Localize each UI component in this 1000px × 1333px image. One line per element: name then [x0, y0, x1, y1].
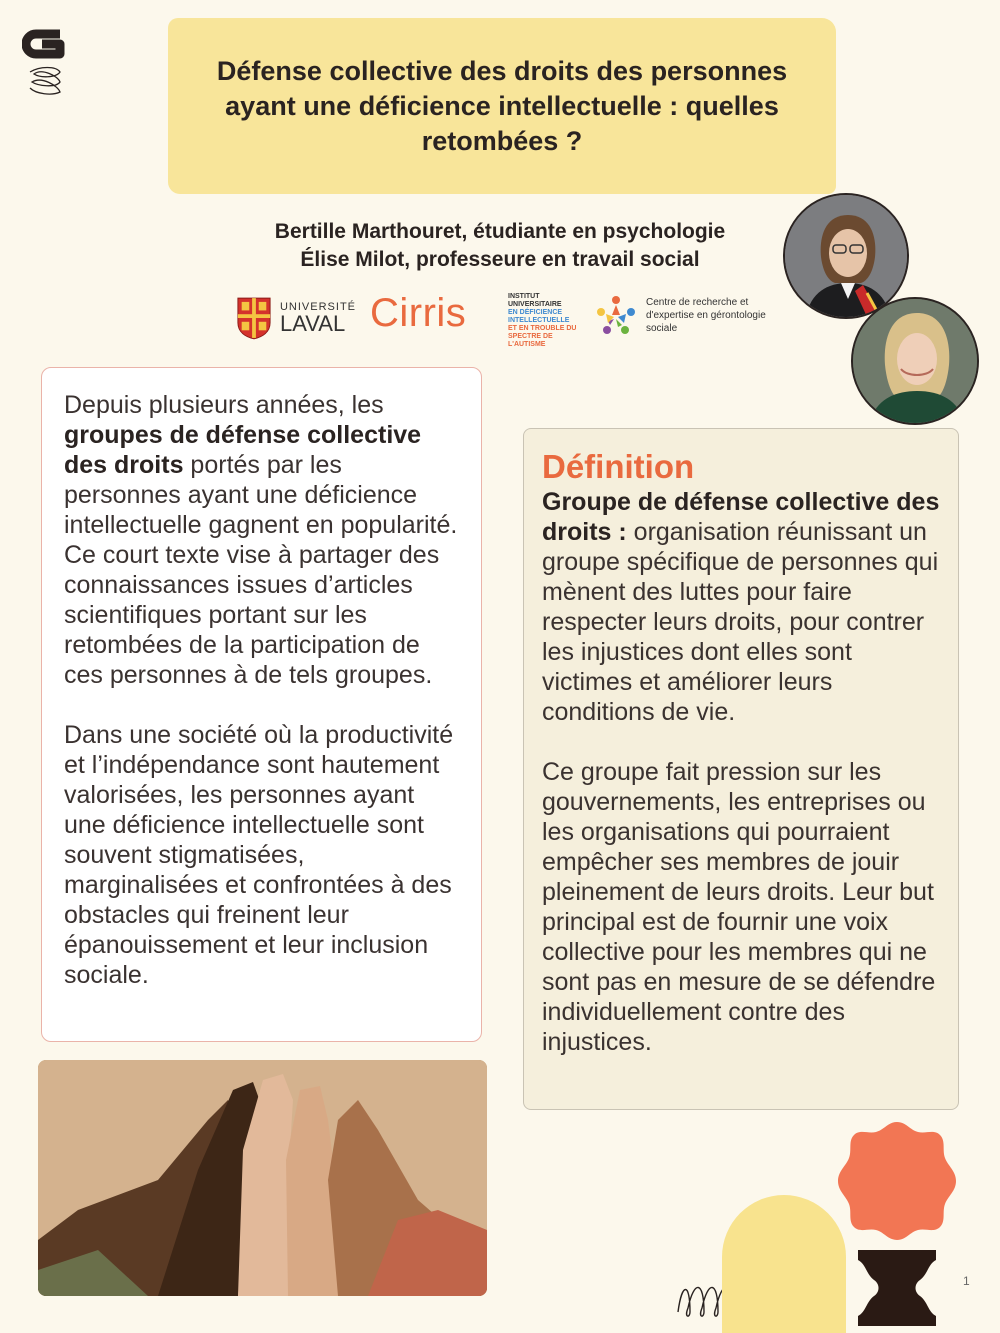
institut-line-3: ET EN TROUBLE DU SPECTRE DE L'AUTISME: [508, 325, 577, 348]
definition-term: Groupe de défense collective des droits :: [542, 488, 940, 546]
creges-logo: [594, 293, 796, 337]
definition-title: Définition: [542, 448, 695, 485]
creges-name: Centre de recherche et d'expertise en gérontologie sociale: [646, 296, 766, 334]
spool-decoration: [858, 1250, 936, 1326]
intro-p1-emphasis: groupes de défense collective des droits: [64, 421, 422, 479]
author-1: Bertille Marthouret, étudiante en psychologie: [274, 220, 726, 243]
people-circle-icon: [594, 293, 638, 337]
intro-p1-rest: portés par les personnes ayant une déficience intellectuelle gagnent en popularité. Ce court texte vise à partager des connaissances issues d’articles scientifiques portant sur les retombées de la participation de ces personnes à de tels groupes.: [64, 451, 458, 689]
institut-line-1: INSTITUT UNIVERSITAIRE: [508, 293, 562, 308]
laval-logo-top: UNIVERSITÉ: [279, 300, 356, 313]
arch-decoration: [722, 1195, 846, 1333]
definition-term-text: organisation réunissant un groupe spécifique de personnes qui mènent des luttes pour faire respecter leurs droits, pour contrer les injustices dont elles sont victimes et améliorer leurs conditions de vie.: [542, 518, 939, 726]
cirris-logo: Cirris: [370, 291, 467, 335]
universite-laval-logo: [236, 295, 356, 341]
author-1-photo: [783, 193, 909, 319]
intro-p1-lead: Depuis plusieurs années, les: [64, 391, 384, 419]
page-number: 1: [963, 1274, 970, 1288]
laval-logo-bottom: LAVAL: [279, 310, 346, 336]
definition-paragraph-1: [542, 487, 940, 727]
page-title: Défense collective des droits des personnes ayant une déficience intellectuelle : quelles retombées ?: [216, 55, 788, 156]
intro-card: [41, 367, 482, 1042]
definition-paragraph-2: Ce groupe fait pression sur les gouvernements, les entreprises ou les organisations qui pourraient empêcher ses membres de jouir pleinement de leurs droits. Leur but principal est de fournir une voix collective pour les membres qui ne sont pas en mesure de se défendre individuellement contre des injustices.: [542, 758, 936, 1056]
definition-card: [523, 428, 959, 1110]
hands-together-photo: [38, 1060, 487, 1296]
corner-decoration: [22, 26, 66, 96]
author-2-photo: [851, 297, 979, 425]
intro-paragraph-2: Dans une société où la productivité et l’indépendance sont hautement valorisées, les personnes ayant une déficience intellectuelle sont souvent stigmatisées, marginalisées et confrontées à des obstacles qui freinent leur épanouissement et leur inclusion sociale.: [64, 721, 454, 989]
wavy-circle-decoration: [836, 1120, 958, 1242]
institut-logo: [508, 293, 588, 349]
institut-line-2: EN DÉFICIENCE INTELLECTUELLE: [508, 309, 570, 324]
authors-block: [200, 218, 800, 274]
laval-shield-icon: [236, 295, 272, 341]
intro-paragraph-1: [64, 390, 461, 690]
author-2: Élise Milot, professeure en travail social: [300, 248, 700, 271]
title-banner: [168, 18, 836, 194]
